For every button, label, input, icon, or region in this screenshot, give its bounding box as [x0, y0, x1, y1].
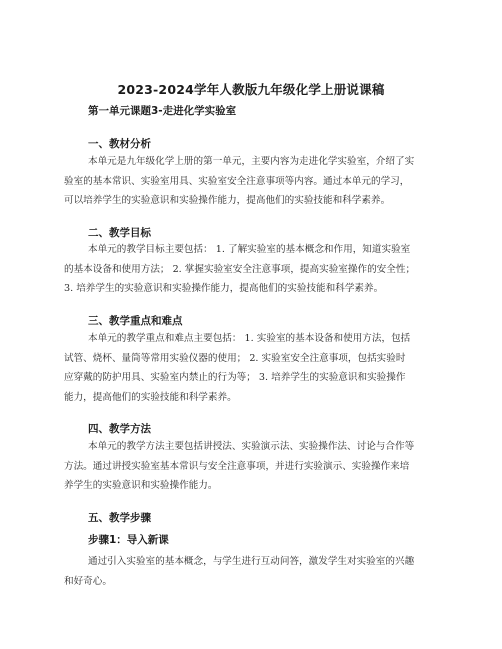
section-heading-textbook-analysis: 一、教材分析 — [88, 138, 151, 150]
paragraph-line: 本单元的教学目标主要包括： 1. 了解实验室的基本概念和作用，知道实验室 — [88, 244, 411, 255]
paragraph-line: 和好奇心。 — [64, 575, 112, 587]
section-heading-teaching-methods: 四、教学方法 — [88, 423, 151, 435]
paragraph-line: 应穿戴的防护用具、实验室内禁止的行为等； 3. 培养学生的实验意识和实验操作 — [64, 372, 406, 383]
paragraph-line: 本单元的教学方法主要包括讲授法、实验演示法、实验操作法、讨论与合作等 — [88, 441, 415, 452]
paragraph-line: 通过引入实验室的基本概念，与学生进行互动问答，激发学生对实验室的兴趣 — [88, 556, 415, 567]
section-heading-key-points: 三、教学重点和难点 — [88, 315, 183, 327]
section-heading-teaching-goals: 二、教学目标 — [88, 227, 151, 239]
unit-subtitle: 第一单元课题3-走进化学实验室 — [88, 105, 237, 117]
section-body-key-points — [64, 329, 434, 407]
paragraph-line: 试管、烧杯、量筒等常用实验仪器的使用； 2. 实验室安全注意事项，包括实验时 — [64, 352, 406, 364]
paragraph-line: 养学生的实验意识和实验操作能力。 — [64, 480, 218, 491]
paragraph-line: 能力，提高他们的实验技能和科学素养。 — [64, 391, 237, 403]
paragraph-line: 方法。通过讲授实验室基本常识与安全注意事项，并进行实验演示、实验操作来培 — [64, 460, 410, 472]
paragraph-line: 验室的基本常识、实验室用具、实验室安全注意事项等内容。通过本单元的学习， — [64, 175, 410, 187]
section-body-teaching-methods — [64, 437, 434, 496]
paragraph-line: 3. 培养学生的实验意识和实验操作能力，提高他们的实验技能和科学素养。 — [64, 283, 384, 294]
section-body-textbook-analysis — [64, 152, 434, 211]
paragraph-line: 本单元的教学重点和难点主要包括： 1. 实验室的基本设备和使用方法，包括 — [88, 333, 411, 344]
section-body-teaching-goals — [64, 240, 434, 299]
paragraph-line: 的基本设备和使用方法； 2. 掌握实验室安全注意事项，提高实验室操作的安全性； — [64, 263, 416, 275]
paragraph-line: 可以培养学生的实验意识和实验操作能力，提高他们的实验技能和科学素养。 — [64, 195, 391, 206]
step-body-introduce-lesson — [64, 552, 434, 591]
section-heading-teaching-steps: 五、教学步骤 — [88, 512, 151, 524]
document-title: 2023-2024学年人教版九年级化学上册说课稿 — [117, 82, 385, 97]
step-heading-introduce-lesson: 步骤1：导入新课 — [88, 534, 169, 546]
paragraph-line: 本单元是九年级化学上册的第一单元，主要内容为走进化学实验室，介绍了实 — [88, 156, 415, 167]
